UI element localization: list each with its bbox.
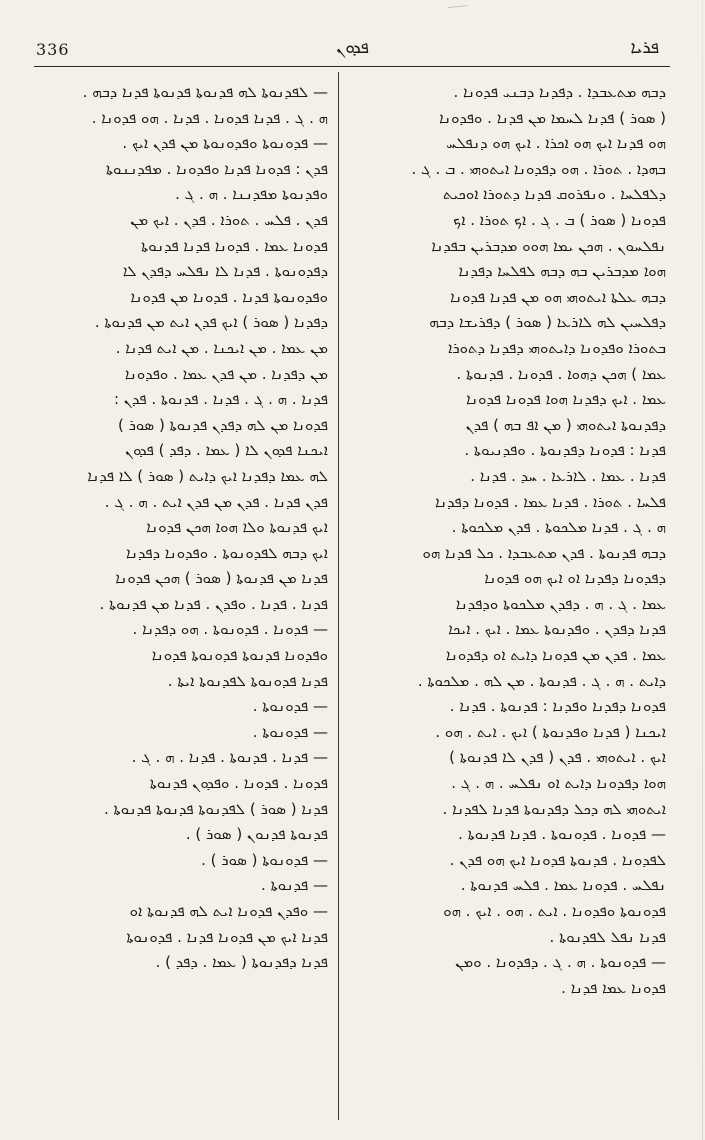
text-line: ܘܦܕܢܘܬܐ ܡܦܕܢܢܐ . ܗ . ܓ .: [175, 185, 328, 204]
text-line: ܢܦܠܚܘܢ . ܗܟܢ ܝܡܐ ܗܘܘ ܡܕܒܪܝܢ ܒܦܕܢܐ: [431, 236, 666, 255]
text-line: — ܦܕܘܢܘܬܐ .: [252, 697, 328, 716]
text-line: ܘܦܕܘܢܘܬܐ ܦܕܢܐ . ܦܕܘܢܐ ܡܢ ܦܕܘܢܐ: [130, 287, 328, 306]
text-line: ܗܘ ܦܕܢܐ ܐܝܟ ܗܘ ܐܟܪܐ . ܐܝܟ ܗܘ ܕܢܦܠܚ: [446, 134, 666, 153]
text-line: — ܦܕܢܐ . ܦܕܢܘܬܐ . ܦܕܢܐ . ܗ . ܓ .: [131, 748, 328, 767]
text-line: ܢܦܠܚ . ܦܕܘܢܐ ܥܡܐ . ܦܠܚ ܦܕܢܘܬܐ .: [460, 876, 666, 895]
text-line: ܦܕܢܐ ( ܣܘܪ ) ܠܦܕܢܘܬܐ ܦܕܢܘܬܐ ܦܕܢܘܬܐ .: [104, 799, 328, 818]
page-number: 336: [36, 40, 70, 59]
text-line: ܕܒܗ ܥܠܬܐ ܐܝܬܘܗܝ ܗܘ ܡܢ ܦܕܢܐ ܦܕܘܢܐ: [450, 287, 666, 306]
text-line: ܕܦܕܢܐ ( ܣܘܪ ) ܐܝܟ ܦܕܢ ܐܝܬ ܡܢ ܦܕܢܘܬܐ .: [94, 313, 328, 332]
text-line: ܦܕܢܐ . ܗ . ܓ . ܦܕܢܐ . ܦܕܢܘܬܐ . ܦܕܢ :: [113, 390, 328, 409]
text-line: ܦܕܢܐ . ܦܕܢܐ . ܘܦܕܢ . ܦܕܢܐ ܡܢ ܦܕܢܘܬܐ .: [99, 594, 328, 613]
text-line: ܦܕܘܢܐ ܡܢ ܠܗ ܕܦܕܢ ܦܕܢܘܬܐ ( ܣܘܪ ): [118, 415, 328, 434]
text-line: ܦܕܢܘܬܐ ܦܕܢܘܢ ( ܣܘܪ ) .: [185, 825, 328, 844]
text-line: — ܦܕܘܢܘܬܐ ( ܣܘܪ ) .: [201, 850, 328, 869]
text-line: ܦܕܢ . ܦܠܚ . ܬܘܪܐ . ܦܕܢ . ܐܝܟ ܡܢ: [130, 210, 328, 229]
text-line: — ܦܕܢܘܬܐ .: [261, 876, 328, 895]
text-line: ܦܕܘܢܐ ( ܣܘܪ ) ܒ . ܓ . ܐܟ ܬܘܪܐ . ܐܟ: [453, 210, 666, 229]
text-line: ܦܕܢܐ ܕܦܕܢ . ܘܦܕܢܘܬܐ ܥܡܐ . ܐܝܟ . ܐܝܟܐ: [448, 620, 666, 639]
text-line: ܗܘܐ ܡܕܒܪܝܢ ܒܗ ܕܒܗ ܠܦܠܚܐ ܕܦܕܢܐ: [458, 262, 666, 281]
text-line: — ܘܦܕܢ ܦܕܘܢܐ ܐܝܬ ܠܗ ܦܕܢܘܬܐ ܐܘ: [129, 902, 328, 920]
text-line: — ܦܕܘܢܘܬܐ ܘܦܕܘܢܘܬܐ ܡܢ ܦܕܢ ܐܝܟ .: [122, 134, 328, 153]
text-line: ܕܒܗ ܦܕܢܘܬܐ . ܦܕܢ ܡܬܥܒܕܐ . ܟܠ ܦܕܢܐ ܗܘ: [422, 543, 666, 562]
text-line: ܦܕܢܐ : ܦܕܘܢܐ ܕܦܕܢܘܬܐ . ܘܦܕܢܝܘܬܐ .: [464, 441, 666, 460]
text-line: ܠܦܕܘܢܐ . ܦܕܢܘܬܐ ܦܕܘܢܐ ܐܝܟ ܗܘ ܦܕܢ .: [449, 850, 666, 869]
text-line: ܒܬܘܪܐ ܘܦܕܘܢܐ ܕܐܝܬܘܗܝ ܕܦܕܢܐ ܕܬܘܪܐ: [448, 338, 666, 357]
text-line: ܦܕܢܐ ܐܝܟ ܡܢ ܦܕܘܢܐ ܦܕܢܐ . ܦܕܘܢܘܬܐ: [126, 927, 328, 946]
running-head-center: ܦܕܘܢ: [336, 38, 369, 58]
text-line: ܦܕܘܢܐ ܕܦܕܢܐ ܘܦܕܢܐ : ܦܕܢܘܬܐ . ܦܕܢܐ .: [449, 697, 666, 716]
text-line: ܗܘܐ ܕܦܕܘܢܐ ܕܐܝܬ ܐܘ ܢܦܠܚ . ܗ . ܓ .: [451, 774, 666, 793]
text-line: ܦܕܢ : ܦܕܘܢܐ ܦܕܢܐ ܘܦܕܘܢܐ . ܡܦܕܢܢܘܬܐ: [105, 159, 328, 178]
text-line: ܕܦܕܘܢܐ ܕܦܕܢܐ ܐܘ ܐܝܟ ܗܘ ܦܕܘܢܐ: [484, 569, 666, 588]
text-line: ܐܝܟܢܐ ܦܕܘܢ ܠܐ ( ܥܡܐ . ܕܦܕ ) ܦܕܘܢ: [124, 441, 328, 460]
text-line: ܡܢ ܥܡܐ . ܡܢ ܐܝܟܢܐ . ܡܢ ܐܝܬ ܦܕܢܐ .: [115, 338, 328, 357]
text-line: ܥܡܐ . ܓ . ܗ . ܕܦܕܢ ܡܠܟܘܬܐ ܘܕܦܕܢܐ: [455, 594, 666, 613]
text-line: — ܦܕܘܢܐ . ܦܕܘܢܘܬܐ . ܦܕܢܐ ܦܕܢܘܬܐ .: [458, 825, 666, 844]
text-line: ܕܠܦܠܚܐ . ܘܢܦܪܘܩ ܦܕܢܐ ܕܬܘܪܐ ܐܘܟܝܬ: [442, 185, 666, 204]
text-line: ܦܕܢܐ ܕܦܕܢܘܬܐ ( ܥܡܐ . ܕܦܕ ) .: [155, 953, 328, 972]
text-line: — ܠܦܕܢܘܬܐ ܠܗ ܦܕܢܘܬܐ ܦܕܢܘܬܐ ܦܕܢܐ ܕܒܗ .: [82, 83, 328, 101]
text-line: ܥܡܐ . ܦܕܢ ܡܢ ܦܕܘܢܐ ܕܐܝܬ ܐܘ ܕܦܕܘܢܐ: [445, 646, 666, 665]
text-line: ܕܦܕܘܢܘܬܐ . ܦܕܢܐ ܠܐ ܢܦܠܚ ܕܦܕܢ ܠܐ: [122, 262, 328, 281]
text-line: ܗ . ܓ . ܦܕܢܐ ܡܠܟܘܬܐ . ܦܕܢ ܡܠܟܘܬܐ .: [451, 518, 666, 537]
text-line: ܒܗܕܐ . ܬܘܪܐ . ܗܘ ܕܦܕܘܢܐ ܐܝܬܘܗܝ . ܒ . ܓ .: [411, 159, 666, 178]
text-line: ܦܕܢܐ ܦܕܘܢܘܬܐ ܠܦܕܢܘܬܐ ܐܝܬܐ .: [167, 671, 328, 690]
text-line: ܐܝܟ ܦܕܢܘܬܐ ܘܠܐ ܗܘܐ ܗܟܢ ܦܕܘܢܐ: [146, 518, 328, 537]
text-line: ܦܠܚܐ . ܬܘܪܐ . ܦܕܢܐ ܥܡܐ . ܦܕܘܢܐ ܕܦܕܢܐ: [435, 492, 666, 511]
text-line: — ܦܕܘܢܘܬܐ .: [252, 722, 328, 741]
page-header: [0, 0, 705, 70]
text-line: ܐܝܟܢܐ ( ܦܕܢܐ ܘܦܕܢܘܬܐ ) ܐܝܟ . ܐܝܬ . ܗܘ .: [435, 722, 666, 741]
text-line: — ܦܕܘܢܐ . ܦܕܘܢܘܬܐ . ܗܘ ܕܦܕܢܐ .: [132, 620, 328, 639]
text-line: ( ܣܘܪ ) ܦܕܢܐ ܠܚܡܐ ܡܢ ܦܕܢܐ . ܘܦܕܘܢܐ: [439, 108, 666, 127]
text-line: ܗ . ܓ . ܦܕܢܐ ܦܕܘܢܐ . ܦܕܢܐ . ܗܘ ܦܕܘܢܐ .: [91, 108, 328, 127]
text-line: ܦܕܢܐ . ܥܡܐ . ܠܐܪܥܐ . ܚܕ . ܦܕܢܐ .: [470, 466, 666, 485]
running-head-right: ܦܪܝܐ: [630, 38, 659, 58]
text-line: ܦܕܢ ܦܕܢܐ . ܦܕܢ ܡܢ ܦܕܢ ܐܝܬ . ܗ . ܓ .: [104, 492, 328, 511]
right-column: [346, 80, 666, 1120]
left-column: [36, 80, 328, 1120]
text-line: ܕܐܝܬ . ܗ . ܓ . ܦܕܢܘܬܐ . ܡܢ ܠܗ . ܡܠܟܘܬܐ .: [417, 671, 666, 690]
page-fold-shadow: [702, 0, 703, 1140]
text-line: ܐܝܟ . ܐܝܬܘܗܝ . ܦܕܢ ( ܦܕܢ ܠܐ ܦܕܢܘܬܐ ): [449, 748, 666, 767]
text-line: ܕܦܕܢܘܬܐ ܐܝܬܘܗܝ ( ܡܢ ܐܦ ܒܗ ) ܦܕܢ: [465, 415, 666, 434]
text-line: ܦܕܘܢܘܬܐ ܘܦܕܘܢܐ . ܐܝܬ . ܗܘ . ܐܝܟ . ܗܘ: [443, 902, 666, 920]
text-line: ܥܡܐ . ܐܝܟ ܕܦܕܢܐ ܗܘܐ ܦܕܘܢܐ ܦܕܘܢܐ: [466, 390, 666, 409]
text-line: ܕܒܗ ܡܬܥܒܕܐ . ܕܦܕܢܐ ܕܒܢܝ ܦܕܘܢܐ .: [453, 83, 666, 101]
text-line: ܘܦܕܘܢܐ ܦܕܢܘܬܐ ܦܕܘܢܘܬܐ ܦܕܘܢܐ: [151, 646, 328, 665]
text-line: ܥܡܐ ) ܗܟܢ ܕܗܘܐ . ܦܕܘܢܐ . ܦܕܢܘܬܐ .: [456, 364, 666, 383]
text-line: ܡܢ ܕܦܕܢܐ . ܡܢ ܦܕܢ ܥܡܐ . ܘܦܕܘܢܐ: [124, 364, 328, 383]
text-line: ܕܦܠܚܝܢ ܠܗ ܠܐܪܥܐ ( ܣܘܪ ) ܕܦܪܝܫܐ ܕܒܗ: [429, 313, 666, 332]
text-line: ܦܕܘܢܐ . ܦܕܘܢܐ . ܘܦܕܘܢ ܦܕܢܘܬܐ: [149, 774, 328, 793]
text-line: ܦܕܢܐ ܢܦܠ ܠܦܕܢܘܬܐ .: [549, 927, 666, 946]
text-line: ܦܕܘܢܐ ܥܡܐ . ܦܕܘܢܐ ܦܕܢܐ ܦܕܢܘܬܐ: [141, 236, 328, 255]
text-line: — ܦܕܘܢܘܬܐ . ܗ . ܓ . ܕܦܕܘܢܐ . ܘܡܢ: [455, 953, 666, 972]
header-rule: [34, 66, 670, 67]
text-line: ܐܝܬܘܗܝ ܠܗ ܕܟܠ ܕܦܕܢܘܬܐ ܦܕܢܐ ܠܦܕܢܐ .: [442, 799, 666, 818]
text-line: ܠܗ ܥܡܐ ܕܦܕܢܐ ܐܝܟ ܕܐܝܬ ( ܣܘܪ ) ܠܐ ܦܕܢܐ: [87, 466, 328, 485]
text-line: ܦܕܘܢܐ ܥܡܐ ܦܕܢܐ .: [561, 978, 666, 997]
column-divider: [338, 72, 339, 1120]
text-line: ܦܕܢܐ ܡܢ ܦܕܢܘܬܐ ( ܣܘܪ ) ܗܟܢ ܦܕܘܢܐ: [115, 569, 328, 588]
text-line: ܐܝܟ ܕܒܗ ܠܦܕܘܢܘܬܐ . ܘܦܕܘܢܐ ܕܦܕܢܐ: [125, 543, 328, 562]
